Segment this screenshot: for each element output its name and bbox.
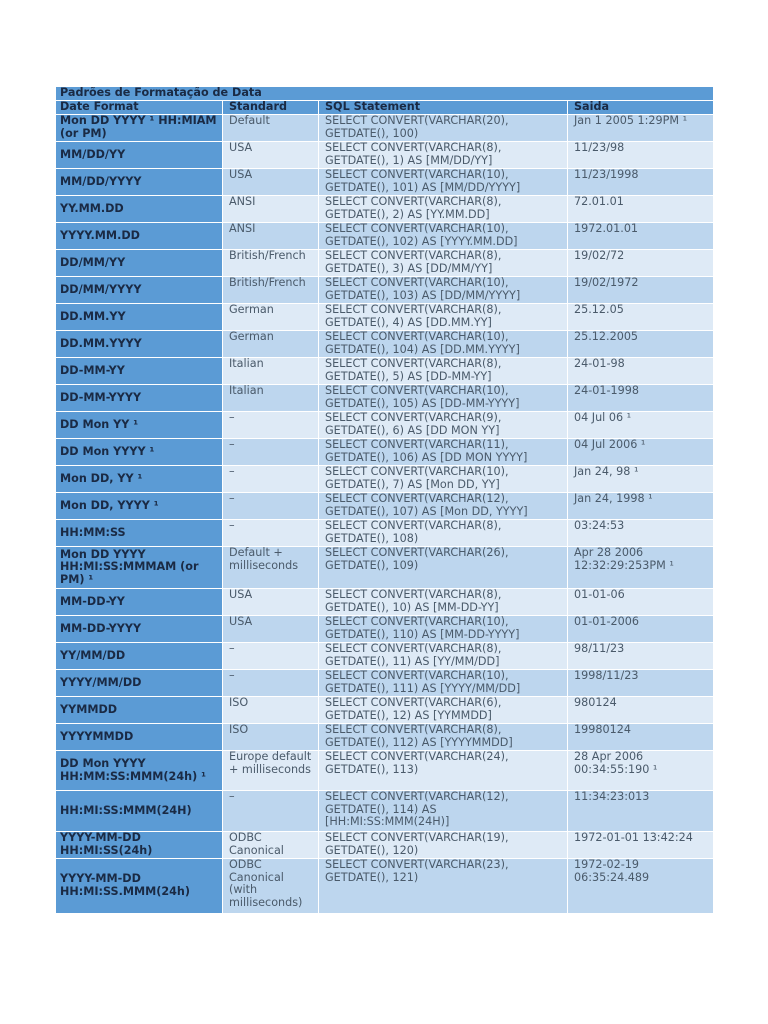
cell-date-format: DD-MM-YYYY: [56, 385, 223, 412]
cell-output: 11:34:23:013: [568, 791, 714, 832]
cell-output: 1972.01.01: [568, 223, 714, 250]
cell-standard: German: [223, 331, 319, 358]
cell-output: 1972-02-19 06:35:24.489: [568, 859, 714, 914]
table-row: [56, 859, 714, 914]
table-row: [56, 832, 714, 859]
cell-output: 1998/11/23: [568, 670, 714, 697]
table-title-row: [56, 87, 714, 101]
table-row: [56, 331, 714, 358]
table-row: [56, 616, 714, 643]
cell-standard: –: [223, 412, 319, 439]
cell-date-format: MM-DD-YYYY: [56, 616, 223, 643]
cell-date-format: Mon DD, YY ¹: [56, 466, 223, 493]
cell-output: 11/23/1998: [568, 169, 714, 196]
cell-sql-statement: SELECT CONVERT(VARCHAR(8), GETDATE(), 108): [319, 520, 568, 547]
cell-sql-statement: SELECT CONVERT(VARCHAR(10), GETDATE(), 105) AS [DD-MM-YYYY]: [319, 385, 568, 412]
cell-sql-statement: SELECT CONVERT(VARCHAR(9), GETDATE(), 6) AS [DD MON YY]: [319, 412, 568, 439]
cell-sql-statement: SELECT CONVERT(VARCHAR(8), GETDATE(), 10) AS [MM-DD-YY]: [319, 589, 568, 616]
cell-sql-statement: SELECT CONVERT(VARCHAR(20), GETDATE(), 100): [319, 115, 568, 142]
cell-standard: Default: [223, 115, 319, 142]
cell-standard: ODBC Canonical (with milliseconds): [223, 859, 319, 914]
cell-output: 24-01-98: [568, 358, 714, 385]
table-title: Padrões de Formatação de Data: [56, 87, 714, 101]
cell-standard: British/French: [223, 277, 319, 304]
cell-standard: –: [223, 466, 319, 493]
cell-output: 19/02/72: [568, 250, 714, 277]
cell-output: 04 Jul 2006 ¹: [568, 439, 714, 466]
cell-standard: British/French: [223, 250, 319, 277]
date-format-table: [55, 86, 714, 914]
cell-standard: –: [223, 493, 319, 520]
table-row: [56, 670, 714, 697]
cell-standard: –: [223, 791, 319, 832]
header-standard: Standard: [223, 101, 319, 115]
cell-sql-statement: SELECT CONVERT(VARCHAR(10), GETDATE(), 111) AS [YYYY/MM/DD]: [319, 670, 568, 697]
table-row: [56, 751, 714, 791]
cell-sql-statement: SELECT CONVERT(VARCHAR(12), GETDATE(), 107) AS [Mon DD, YYYY]: [319, 493, 568, 520]
table-row: [56, 250, 714, 277]
table-row: [56, 358, 714, 385]
table-row: [56, 169, 714, 196]
cell-date-format: DD/MM/YY: [56, 250, 223, 277]
cell-standard: USA: [223, 169, 319, 196]
table-row: [56, 547, 714, 589]
cell-standard: ANSI: [223, 196, 319, 223]
cell-standard: –: [223, 439, 319, 466]
cell-sql-statement: SELECT CONVERT(VARCHAR(8), GETDATE(), 5) AS [DD-MM-YY]: [319, 358, 568, 385]
cell-output: 19/02/1972: [568, 277, 714, 304]
cell-standard: Italian: [223, 385, 319, 412]
cell-output: 03:24:53: [568, 520, 714, 547]
cell-sql-statement: SELECT CONVERT(VARCHAR(24), GETDATE(), 113): [319, 751, 568, 791]
cell-sql-statement: SELECT CONVERT(VARCHAR(8), GETDATE(), 1) AS [MM/DD/YY]: [319, 142, 568, 169]
cell-standard: ISO: [223, 724, 319, 751]
cell-standard: –: [223, 643, 319, 670]
cell-output: 25.12.2005: [568, 331, 714, 358]
cell-sql-statement: SELECT CONVERT(VARCHAR(8), GETDATE(), 3) AS [DD/MM/YY]: [319, 250, 568, 277]
cell-date-format: MM/DD/YYYY: [56, 169, 223, 196]
cell-standard: USA: [223, 616, 319, 643]
cell-output: 24-01-1998: [568, 385, 714, 412]
cell-date-format: YYYY-MM-DD HH:MI:SS.MMM(24h): [56, 859, 223, 914]
cell-date-format: DD.MM.YYYY: [56, 331, 223, 358]
cell-sql-statement: SELECT CONVERT(VARCHAR(26), GETDATE(), 109): [319, 547, 568, 589]
cell-date-format: DD Mon YYYY HH:MM:SS:MMM(24h) ¹: [56, 751, 223, 791]
cell-output: 04 Jul 06 ¹: [568, 412, 714, 439]
cell-sql-statement: SELECT CONVERT(VARCHAR(23), GETDATE(), 121): [319, 859, 568, 914]
cell-date-format: Mon DD YYYY ¹ HH:MIAM (or PM): [56, 115, 223, 142]
cell-sql-statement: SELECT CONVERT(VARCHAR(10), GETDATE(), 102) AS [YYYY.MM.DD]: [319, 223, 568, 250]
table-row: [56, 493, 714, 520]
table-row: [56, 520, 714, 547]
table-row: [56, 697, 714, 724]
cell-standard: Default + milliseconds: [223, 547, 319, 589]
cell-output: 98/11/23: [568, 643, 714, 670]
cell-date-format: YY/MM/DD: [56, 643, 223, 670]
table-row: [56, 223, 714, 250]
cell-sql-statement: SELECT CONVERT(VARCHAR(12), GETDATE(), 114) AS [HH:MI:SS:MMM(24H)]: [319, 791, 568, 832]
cell-output: 1972-01-01 13:42:24: [568, 832, 714, 859]
table-row: [56, 115, 714, 142]
cell-sql-statement: SELECT CONVERT(VARCHAR(11), GETDATE(), 106) AS [DD MON YYYY]: [319, 439, 568, 466]
cell-standard: USA: [223, 142, 319, 169]
cell-sql-statement: SELECT CONVERT(VARCHAR(6), GETDATE(), 12) AS [YYMMDD]: [319, 697, 568, 724]
cell-date-format: DD-MM-YY: [56, 358, 223, 385]
cell-standard: German: [223, 304, 319, 331]
cell-sql-statement: SELECT CONVERT(VARCHAR(10), GETDATE(), 7) AS [Mon DD, YY]: [319, 466, 568, 493]
cell-date-format: MM-DD-YY: [56, 589, 223, 616]
table-row: [56, 466, 714, 493]
cell-date-format: DD/MM/YYYY: [56, 277, 223, 304]
cell-date-format: YYYY.MM.DD: [56, 223, 223, 250]
cell-date-format: HH:MI:SS:MMM(24H): [56, 791, 223, 832]
cell-standard: Italian: [223, 358, 319, 385]
header-output: Saida: [568, 101, 714, 115]
cell-sql-statement: SELECT CONVERT(VARCHAR(8), GETDATE(), 11) AS [YY/MM/DD]: [319, 643, 568, 670]
cell-date-format: DD Mon YYYY ¹: [56, 439, 223, 466]
table-row: [56, 304, 714, 331]
cell-date-format: HH:MM:SS: [56, 520, 223, 547]
cell-date-format: DD Mon YY ¹: [56, 412, 223, 439]
cell-output: 19980124: [568, 724, 714, 751]
cell-date-format: YY.MM.DD: [56, 196, 223, 223]
table-row: [56, 791, 714, 832]
cell-sql-statement: SELECT CONVERT(VARCHAR(8), GETDATE(), 112) AS [YYYYMMDD]: [319, 724, 568, 751]
cell-date-format: MM/DD/YY: [56, 142, 223, 169]
table-row: [56, 196, 714, 223]
cell-date-format: YYYY-MM-DD HH:MI:SS(24h): [56, 832, 223, 859]
cell-output: Apr 28 2006 12:32:29:253PM ¹: [568, 547, 714, 589]
cell-sql-statement: SELECT CONVERT(VARCHAR(8), GETDATE(), 2) AS [YY.MM.DD]: [319, 196, 568, 223]
table-row: [56, 643, 714, 670]
cell-date-format: YYMMDD: [56, 697, 223, 724]
cell-date-format: Mon DD YYYY HH:MI:SS:MMMAM (or PM) ¹: [56, 547, 223, 589]
table-row: [56, 724, 714, 751]
cell-output: Jan 24, 98 ¹: [568, 466, 714, 493]
table-row: [56, 589, 714, 616]
table-row: [56, 412, 714, 439]
cell-date-format: YYYYMMDD: [56, 724, 223, 751]
cell-output: 980124: [568, 697, 714, 724]
table-row: [56, 439, 714, 466]
cell-sql-statement: SELECT CONVERT(VARCHAR(10), GETDATE(), 103) AS [DD/MM/YYYY]: [319, 277, 568, 304]
cell-standard: –: [223, 670, 319, 697]
cell-sql-statement: SELECT CONVERT(VARCHAR(10), GETDATE(), 101) AS [MM/DD/YYYY]: [319, 169, 568, 196]
table-row: [56, 142, 714, 169]
cell-standard: ODBC Canonical: [223, 832, 319, 859]
cell-output: 11/23/98: [568, 142, 714, 169]
cell-output: Jan 1 2005 1:29PM ¹: [568, 115, 714, 142]
cell-standard: USA: [223, 589, 319, 616]
table-row: [56, 277, 714, 304]
cell-standard: ANSI: [223, 223, 319, 250]
cell-output: 28 Apr 2006 00:34:55:190 ¹: [568, 751, 714, 791]
cell-sql-statement: SELECT CONVERT(VARCHAR(10), GETDATE(), 104) AS [DD.MM.YYYY]: [319, 331, 568, 358]
cell-standard: ISO: [223, 697, 319, 724]
cell-output: 01-01-2006: [568, 616, 714, 643]
cell-sql-statement: SELECT CONVERT(VARCHAR(8), GETDATE(), 4) AS [DD.MM.YY]: [319, 304, 568, 331]
cell-date-format: YYYY/MM/DD: [56, 670, 223, 697]
table-header-row: [56, 101, 714, 115]
table-row: [56, 385, 714, 412]
cell-output: 72.01.01: [568, 196, 714, 223]
cell-date-format: Mon DD, YYYY ¹: [56, 493, 223, 520]
header-date-format: Date Format: [56, 101, 223, 115]
cell-sql-statement: SELECT CONVERT(VARCHAR(19), GETDATE(), 120): [319, 832, 568, 859]
cell-sql-statement: SELECT CONVERT(VARCHAR(10), GETDATE(), 110) AS [MM-DD-YYYY]: [319, 616, 568, 643]
cell-standard: –: [223, 520, 319, 547]
cell-output: 01-01-06: [568, 589, 714, 616]
cell-output: Jan 24, 1998 ¹: [568, 493, 714, 520]
cell-standard: Europe default + milliseconds: [223, 751, 319, 791]
cell-output: 25.12.05: [568, 304, 714, 331]
header-sql-statement: SQL Statement: [319, 101, 568, 115]
cell-date-format: DD.MM.YY: [56, 304, 223, 331]
